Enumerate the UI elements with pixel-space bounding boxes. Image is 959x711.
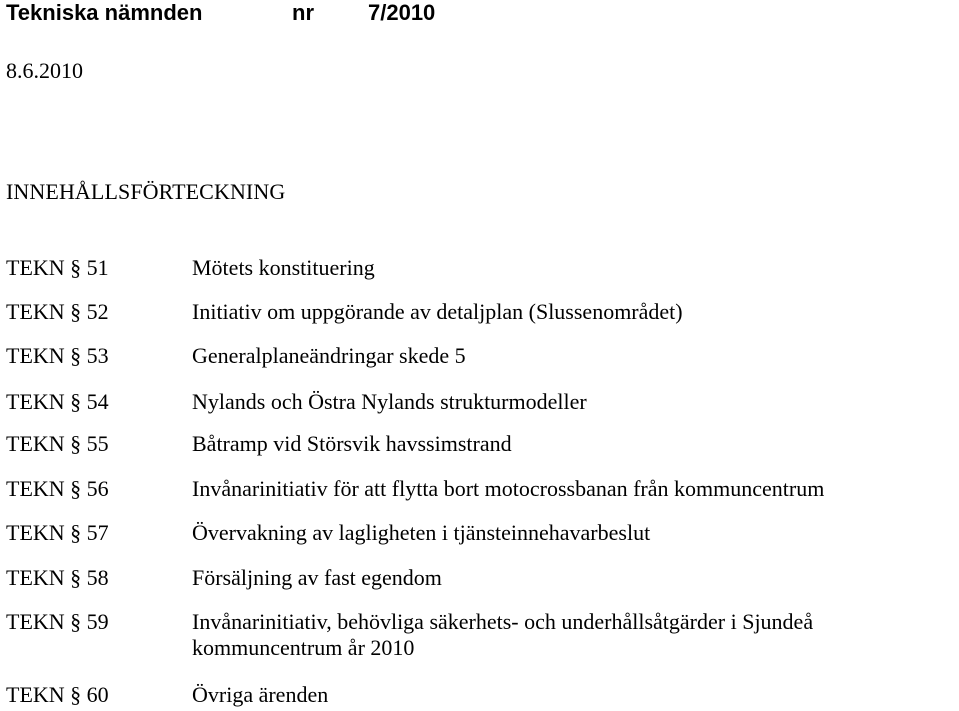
toc-item-code: TEKN § 52 xyxy=(6,299,109,324)
toc-item-title: Mötets konstituering xyxy=(192,255,375,280)
toc-item-code: TEKN § 60 xyxy=(6,682,109,707)
toc-item-title: Övriga ärenden xyxy=(192,682,329,707)
toc-item-title-block xyxy=(192,609,813,661)
toc-item-code: TEKN § 58 xyxy=(6,565,109,590)
toc-item-code: TEKN § 56 xyxy=(6,476,109,501)
toc-item-title: Nylands och Östra Nylands strukturmodeller xyxy=(192,389,587,414)
toc-item-code: TEKN § 54 xyxy=(6,389,109,414)
toc-item-code: TEKN § 55 xyxy=(6,431,109,456)
toc-item-title: Initiativ om uppgörande av detaljplan (Slussenområdet) xyxy=(192,299,683,324)
toc-item-title: Invånarinitiativ, behövliga säkerhets- och underhållsåtgärder i Sjundeå xyxy=(192,609,814,634)
committee-name: Tekniska nämnden xyxy=(6,0,203,25)
document-header xyxy=(6,0,436,26)
toc-item-code: TEKN § 57 xyxy=(6,520,109,545)
toc-item-title-continuation: kommuncentrum år 2010 xyxy=(192,635,415,660)
toc-item-title: Generalplaneändringar skede 5 xyxy=(192,343,466,368)
toc-item-code: TEKN § 53 xyxy=(6,343,109,368)
toc-heading: INNEHÅLLSFÖRTECKNING xyxy=(6,179,286,204)
toc-item-title: Båtramp vid Störsvik havssimstrand xyxy=(192,431,512,456)
toc-item-title: Försäljning av fast egendom xyxy=(192,565,442,590)
meeting-number: 7/2010 xyxy=(368,0,436,25)
number-label: nr xyxy=(292,0,314,25)
toc-item-code: TEKN § 51 xyxy=(6,255,109,280)
toc-item-title: Invånarinitiativ för att flytta bort motocrossbanan från kommuncentrum xyxy=(192,476,825,501)
meeting-date: 8.6.2010 xyxy=(6,58,83,83)
toc-item-title: Övervakning av lagligheten i tjänsteinnehavarbeslut xyxy=(192,520,651,545)
toc-item-code: TEKN § 59 xyxy=(6,609,109,634)
